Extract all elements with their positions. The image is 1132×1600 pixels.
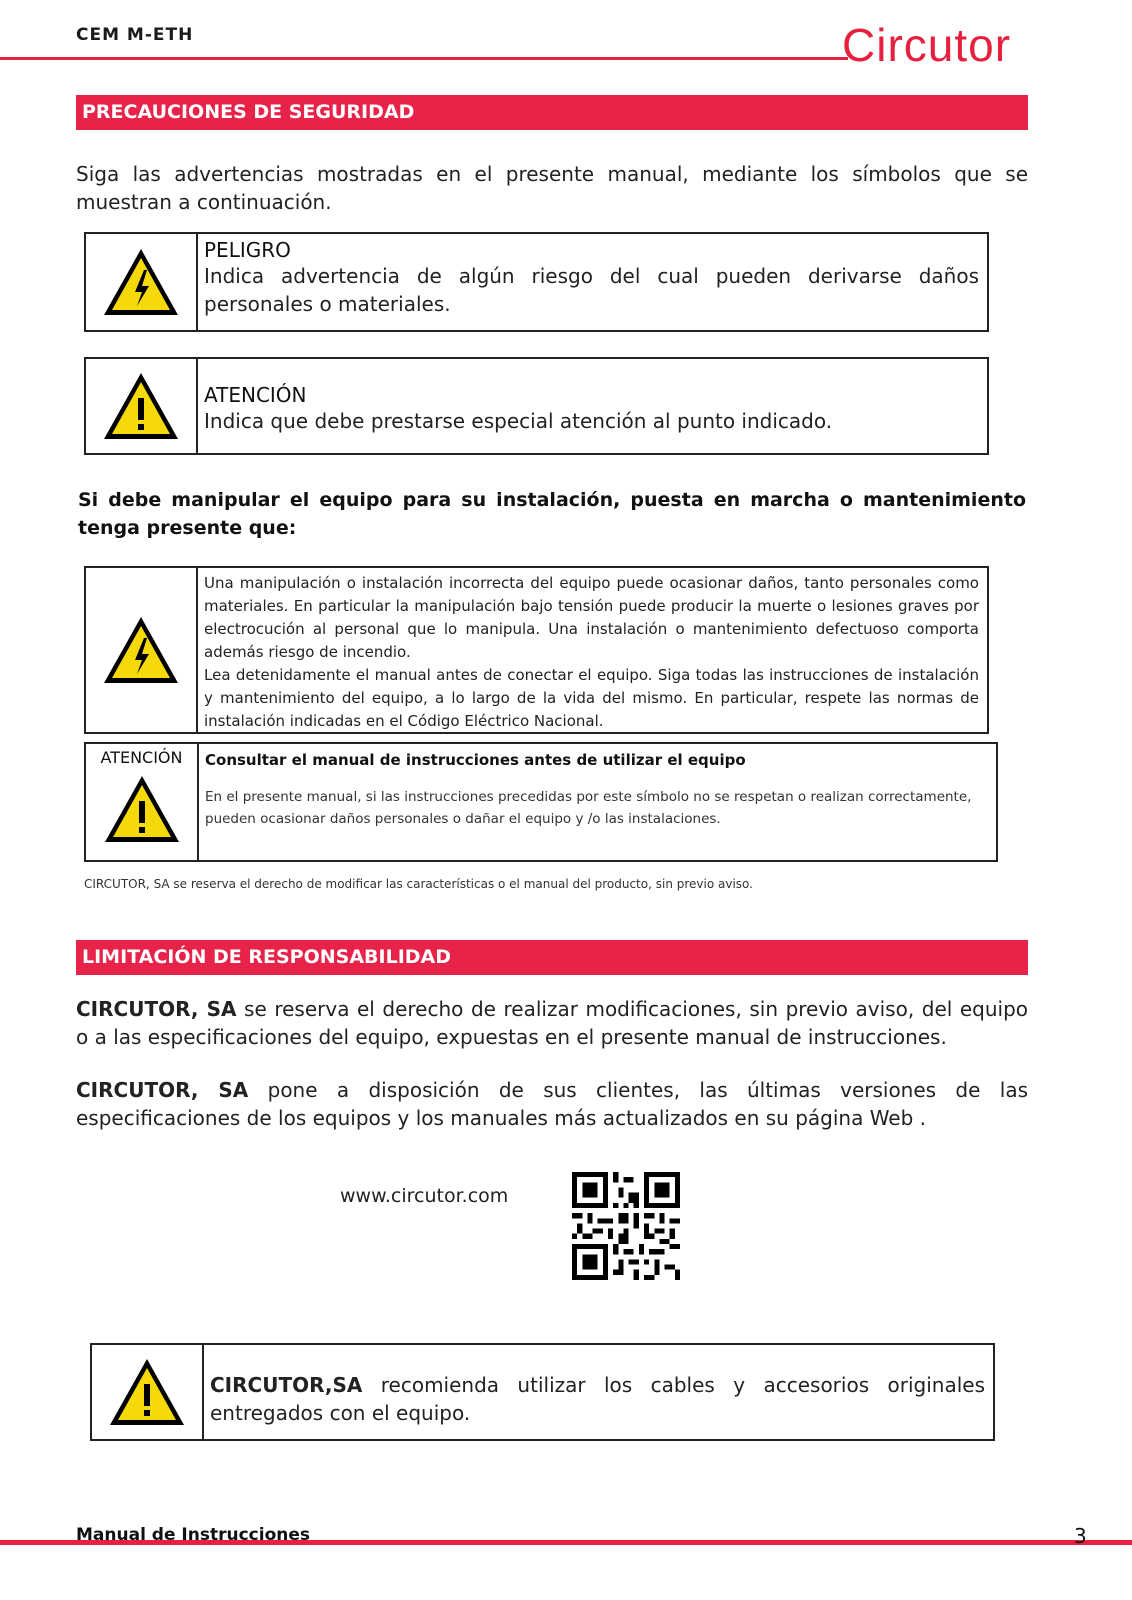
recommend-text (210, 1371, 985, 1427)
section-title-safety: PRECAUCIONES DE SEGURIDAD (76, 95, 1028, 130)
qr-code-icon[interactable] (572, 1172, 680, 1280)
electric-hazard-icon (86, 234, 198, 330)
electric-hazard-icon (86, 568, 198, 732)
exclamation-warning-icon (102, 773, 182, 845)
handling-paragraph-1: Una manipulación o instalación incorrecta del equipo puede ocasionar daños, tanto personales como materiales. En particular la manipulación bajo tensión puede producir la muerte o lesiones graves por electrocución al personal que lo manipula. Una instalación o mantenimiento defectuoso comporta además riesgo de incendio. (204, 574, 979, 661)
peligro-title: PELIGRO (204, 238, 291, 262)
atencion-text: Indica que debe prestarse especial atención al punto indicado. (204, 409, 833, 433)
peligro-box (84, 232, 989, 332)
safety-intro: Siga las advertencias mostradas en el presente manual, mediante los símbolos que se muestran a continuación. (76, 162, 1028, 214)
atencion-title: ATENCIÓN (204, 383, 307, 407)
recommend-rest: recomienda utilizar los cables y accesorios originales entregados con el equipo. (210, 1373, 985, 1425)
consult-box (84, 742, 998, 862)
company-name: CIRCUTOR,SA (210, 1373, 363, 1397)
liability-paragraph-1 (76, 995, 1028, 1051)
handling-box (84, 566, 989, 734)
footer-label: Manual de Instrucciones (76, 1525, 310, 1545)
peligro-text: Indica advertencia de algún riesgo del cual pueden derivarse daños personales o materiales. (204, 264, 979, 316)
liability-text-1: se reserva el derecho de realizar modificaciones, sin previo aviso, del equipo o a las especificaciones del equipo, expuestas en el presente manual de instrucciones. (76, 997, 1029, 1049)
company-name: CIRCUTOR, SA (76, 1078, 249, 1102)
consult-text: En el presente manual, si las instrucciones precedidas por este símbolo no se respetan o realizan correctamente, pueden ocasionar daños personales o dañar el equipo y /o las instalaciones. (205, 789, 972, 827)
disclaimer-note: CIRCUTOR, SA se reserva el derecho de modificar las características o el manual del producto, sin previo aviso. (84, 877, 753, 891)
exclamation-warning-icon (92, 1345, 204, 1439)
liability-text-2: pone a disposición de sus clientes, las últimas versiones de las especificaciones de los equipos y los manuales más actualizados en su página Web . (76, 1078, 1028, 1130)
consult-title: Consultar el manual de instrucciones antes de utilizar el equipo (205, 751, 746, 769)
consult-icon-cell (86, 744, 199, 860)
company-name: CIRCUTOR, SA (76, 997, 237, 1021)
recommend-box (90, 1343, 995, 1441)
handling-heading: Si debe manipular el equipo para su instalación, puesta en marcha o mantenimiento tenga presente que: (78, 489, 1026, 539)
atencion-box (84, 357, 989, 455)
consult-label: ATENCIÓN (100, 748, 183, 767)
section-title-liability: LIMITACIÓN DE RESPONSABILIDAD (76, 940, 1028, 975)
exclamation-warning-icon (86, 359, 198, 453)
brand-logo: Circutor (842, 19, 1012, 71)
liability-paragraph-2 (76, 1076, 1028, 1132)
handling-paragraph-2: Lea detenidamente el manual antes de conectar el equipo. Siga todas las instrucciones de instalación y mantenimiento del equipo, a lo largo de la vida del mismo. En particular, respete las normas de instalación indicadas en el Código Eléctrico Nacional. (204, 666, 979, 730)
document-model: CEM M-ETH (76, 25, 194, 45)
website-link[interactable]: www.circutor.com (340, 1185, 509, 1207)
header-rule (0, 57, 848, 60)
page-number: 3 (1074, 1524, 1087, 1548)
